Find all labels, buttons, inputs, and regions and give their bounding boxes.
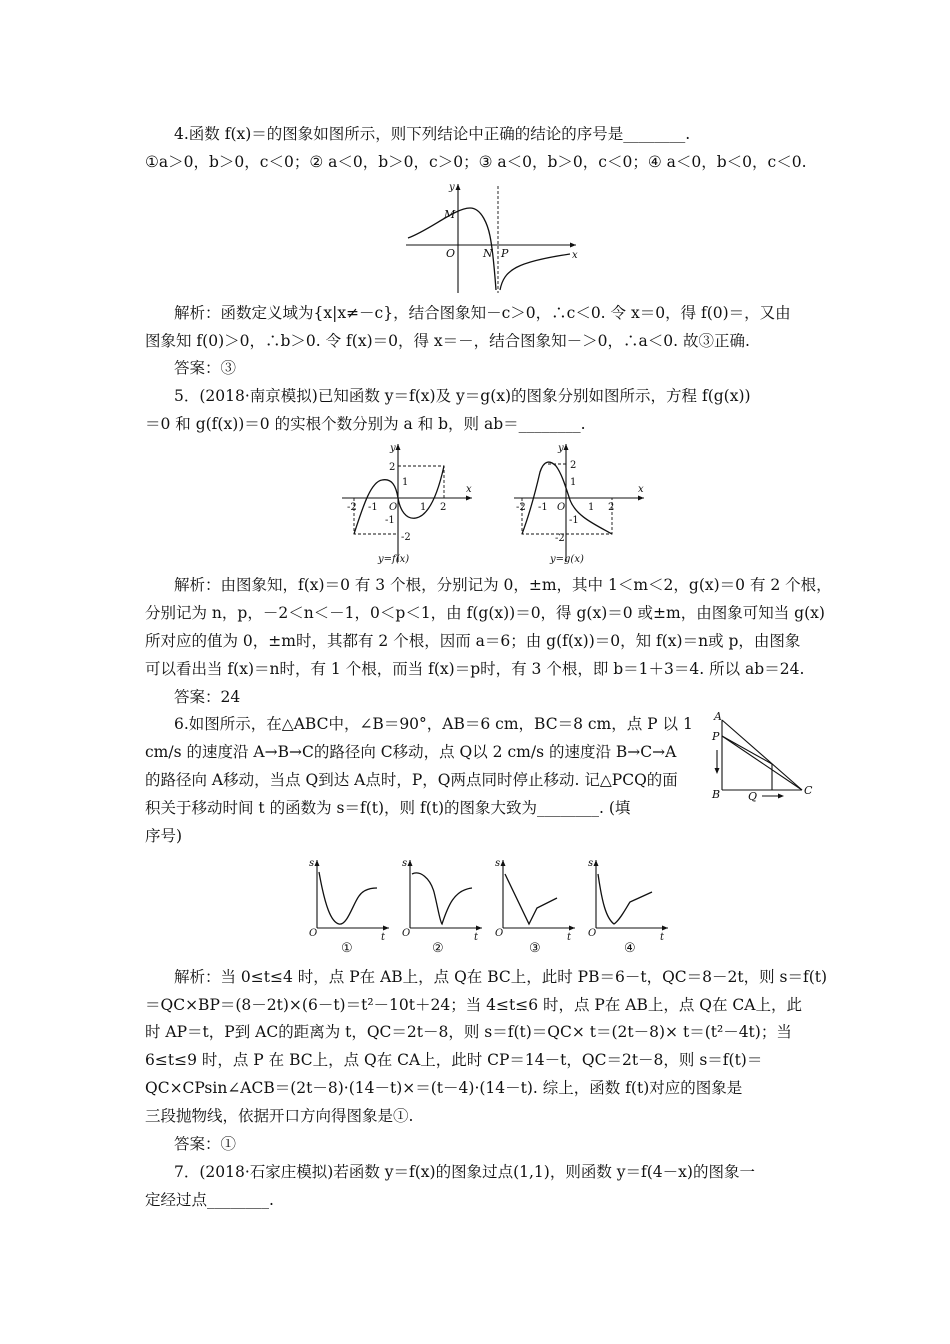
q4-x-label: x	[572, 250, 578, 261]
opt4-number: ④	[624, 941, 636, 956]
f-xtick-2: 2	[440, 502, 447, 513]
g-xtick-m1: -1	[538, 502, 548, 513]
f-origin: O	[389, 502, 398, 513]
q4-graph	[400, 178, 580, 298]
q6-stem-2: cm/s 的速度沿 A→B→C的路径向 C移动，点 Q以 2 cm/s 的速度沿 B→C→A	[145, 743, 677, 761]
opt1-O: O	[309, 928, 318, 939]
q6-option-3	[491, 856, 581, 956]
g-tick-2: 2	[570, 460, 577, 471]
opt3-t: t	[567, 932, 572, 943]
q4-options: ①a＞0，b＞0，c＜0；② a＜0，b＞0，c＞0；③ a＜0，b＞0，c＜0；④ a＜0，b＜0，c＜0.	[145, 153, 807, 171]
q7-stem-2: 定经过点________.	[145, 1191, 274, 1209]
q4-answer: 答案：③	[174, 359, 237, 377]
q4-analysis-1: 解析：函数定义域为{x|x≠－c}，结合图象知－c＞0，∴c＜0. 令 x＝0，得 f(0)＝，又由	[174, 304, 791, 322]
q6-stem-4: 积关于移动时间 t 的函数为 s＝f(t)，则 f(t)的图象大致为________. (填	[145, 799, 631, 817]
q6-analysis-6: 三段抛物线，依据开口方向得图象是①.	[145, 1107, 414, 1125]
q4-M-label: M	[444, 208, 456, 221]
g-x-label: x	[638, 484, 644, 495]
f-caption: y=f(x)	[378, 554, 410, 565]
f-x-label: x	[466, 484, 472, 495]
opt3-s: s	[495, 858, 501, 869]
g-xtick-m2: -2	[516, 502, 526, 513]
q5-answer: 答案：24	[174, 688, 241, 706]
q5-analysis-1: 解析：由图象知，f(x)＝0 有 3 个根，分别记为 0，±m，其中 1＜m＜2，g(x)＝0 有 2 个根，	[174, 576, 832, 594]
q5-analysis-2: 分别记为 n，p，－2＜n＜－1，0＜p＜1，由 f(g(x))＝0，得 g(x)＝0 或±m，由图象可知当 g(x)	[145, 604, 825, 622]
g-tick-1: 1	[570, 477, 577, 488]
q4-y-label: y	[449, 182, 455, 193]
f-tick-m1: -1	[385, 515, 395, 526]
q6-analysis-2: ＝QC×BP＝(8－2t)×(6－t)＝t²－10t＋24；当 4≤t≤6 时，点 P在 AB上，点 Q在 CA上，此	[145, 996, 802, 1014]
q6-triangle	[708, 710, 818, 803]
opt2-s: s	[402, 858, 408, 869]
g-y-label: y	[558, 443, 564, 454]
opt4-s: s	[588, 858, 594, 869]
q6-answer: 答案：①	[174, 1135, 237, 1153]
q4-analysis-2: 图象知 f(0)＞0，∴b＞0. 令 f(x)＝0，得 x＝－，结合图象知－＞0，∴a＜0. 故③正确.	[145, 332, 750, 350]
opt4-t: t	[660, 932, 665, 943]
opt2-O: O	[402, 928, 411, 939]
f-y-label: y	[390, 443, 396, 454]
opt4-O: O	[588, 928, 597, 939]
g-tick-m1: -1	[569, 515, 579, 526]
tri-C: C	[804, 784, 813, 797]
opt2-t: t	[474, 932, 479, 943]
q6-stem-3: 的路径向 A移动，当点 Q到达 A点时，P，Q两点同时停止移动. 记△PCQ的面	[145, 771, 678, 789]
q6-stem-5: 序号)	[145, 827, 183, 845]
q5-stem-2: ＝0 和 g(f(x))＝0 的实根个数分别为 a 和 b，则 ab＝________.	[145, 415, 586, 433]
f-xtick-m2: -2	[347, 502, 357, 513]
opt2-number: ②	[432, 941, 444, 956]
f-xtick-m1: -1	[368, 502, 378, 513]
tri-Q: Q	[748, 790, 758, 803]
q6-analysis-1: 解析：当 0≤t≤4 时，点 P在 AB上，点 Q在 BC上，此时 PB＝6－t，QC＝8－2t，则 s＝f(t)	[174, 968, 828, 986]
q7-stem-1: 7．(2018·石家庄模拟)若函数 y＝f(x)的图象过点(1,1)，则函数 y＝f(4－x)的图象一	[174, 1163, 755, 1181]
q5-analysis-4: 可以看出当 f(x)＝n时，有 1 个根，而当 f(x)＝p时，有 3 个根，即 b＝1＋3＝4. 所以 ab＝24.	[145, 660, 805, 678]
f-tick-m2: -2	[401, 532, 411, 543]
q5-stem-1: 5．(2018·南京模拟)已知函数 y＝f(x)及 y＝g(x)的图象分别如图所示，方程 f(g(x))	[174, 387, 751, 405]
g-xtick-2: 2	[608, 502, 615, 513]
tri-B: B	[712, 788, 721, 801]
q6-option-1	[305, 856, 395, 956]
q6-analysis-4: 6≤t≤9 时，点 P 在 BC上，点 Q在 CA上，此时 CP＝14－t，QC＝2t－8，则 s＝f(t)＝	[145, 1051, 763, 1069]
g-tick-m2: -2	[555, 533, 565, 544]
g-xtick-1: 1	[588, 502, 595, 513]
q4-N-label: N	[483, 247, 493, 260]
q6-option-2	[398, 856, 488, 956]
q6-analysis-5: QC×CPsin∠ACB＝(2t－8)·(14－t)×＝(t－4)·(14－t). 综上，函数 f(t)对应的图象是	[145, 1079, 743, 1097]
opt3-number: ③	[529, 941, 541, 956]
q5-analysis-3: 所对应的值为 0，±m时，其都有 2 个根，因而 a＝6；由 g(f(x))＝0，知 f(x)＝n或 p，由图象	[145, 632, 801, 650]
q4-P-label: P	[501, 247, 509, 260]
f-tick-1: 1	[402, 477, 409, 488]
f-tick-2: 2	[389, 462, 396, 473]
q6-stem-1: 6.如图所示，在△ABC中，∠B＝90°，AB＝6 cm，BC＝8 cm，点 P 以 1	[174, 715, 693, 733]
tri-A: A	[714, 710, 722, 723]
opt3-O: O	[495, 928, 504, 939]
f-xtick-1: 1	[420, 502, 427, 513]
opt1-t: t	[381, 932, 386, 943]
q6-option-4	[584, 856, 674, 956]
tri-P: P	[712, 730, 720, 743]
q5-graph-g	[510, 438, 650, 568]
opt1-number: ①	[341, 941, 353, 956]
opt1-s: s	[309, 858, 315, 869]
q5-graph-f	[338, 438, 478, 568]
g-origin: O	[557, 502, 566, 513]
q4-O-label: O	[446, 247, 456, 260]
q6-analysis-3: 时 AP＝t，P到 AC的距离为 t，QC＝2t－8，则 s＝f(t)＝QC× t＝(2t－8)× t＝(t²－4t)；当	[145, 1023, 792, 1041]
q4-stem: 4.函数 f(x)＝的图象如图所示，则下列结论中正确的结论的序号是________.	[174, 125, 691, 143]
g-caption: y=g(x)	[550, 554, 584, 565]
